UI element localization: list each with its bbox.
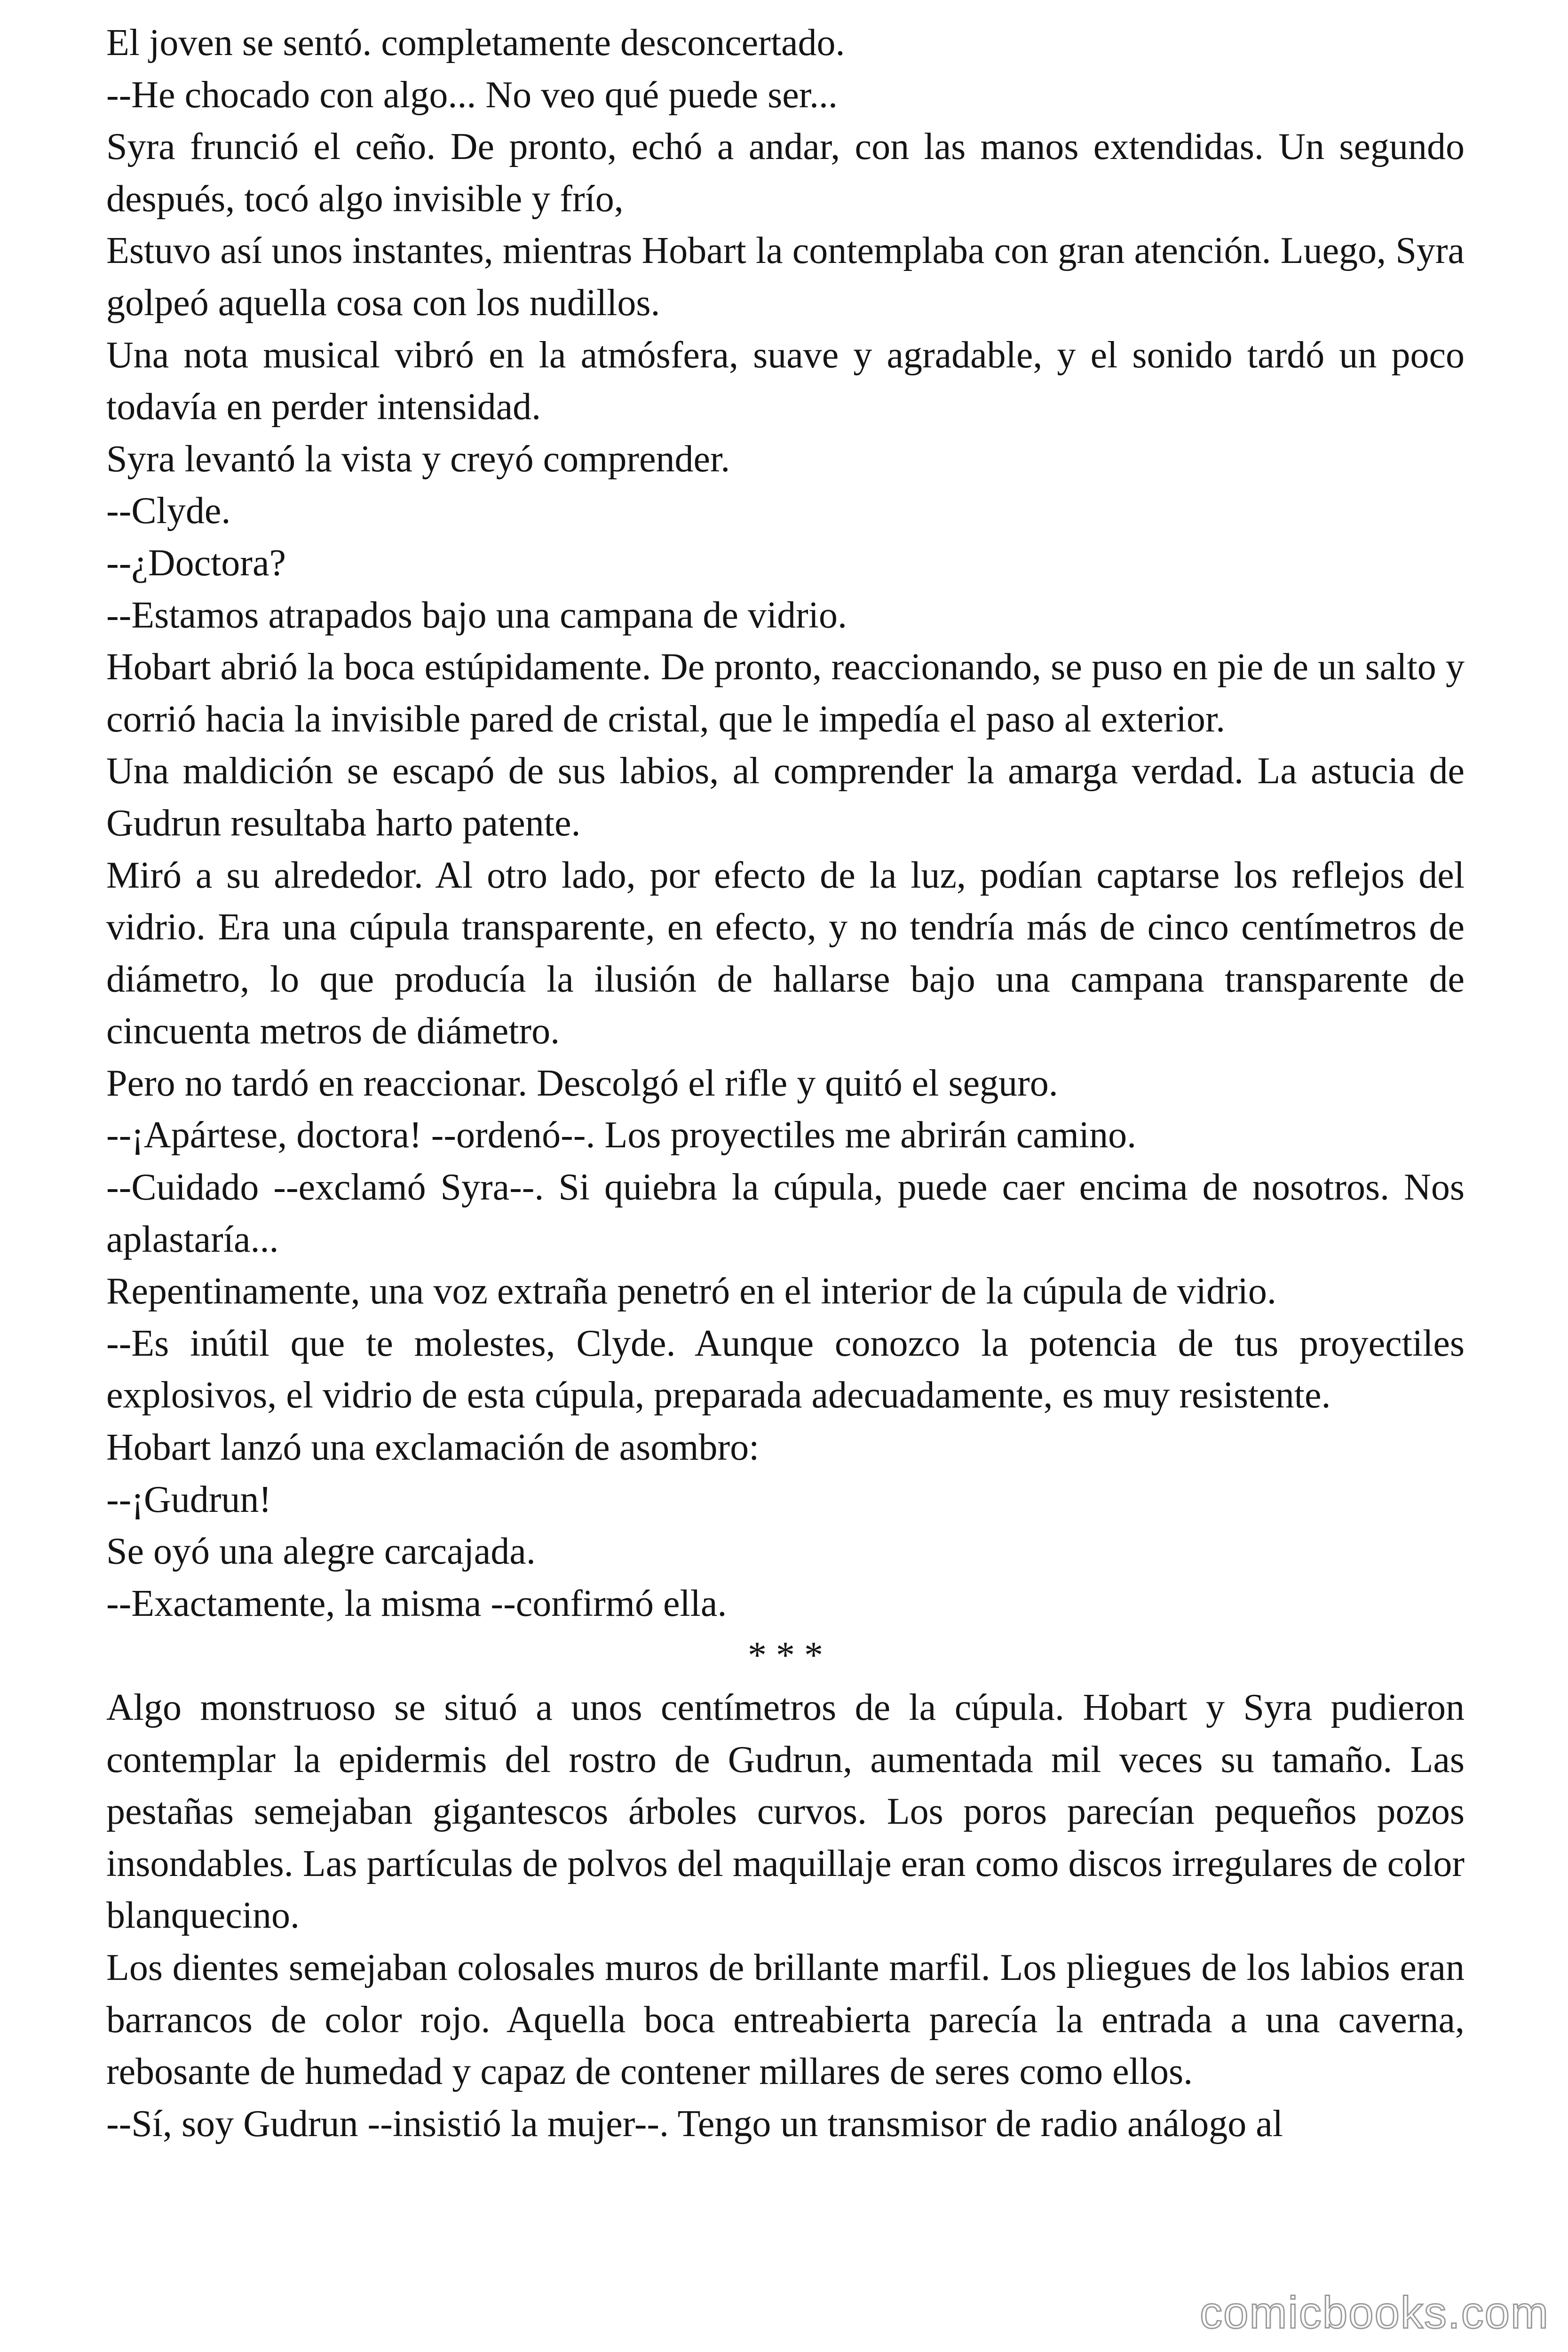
paragraph: Syra levantó la vista y creyó comprender. bbox=[106, 438, 730, 480]
scene-break: * * * bbox=[748, 1635, 823, 1677]
watermark: comicbooks.com bbox=[1200, 2288, 1549, 2338]
paragraph: Miró a su alrededor. Al otro lado, por efecto de la luz, podían captarse los reflejos del vidrio. Era una cúpula transparente, en efecto, y no tendría más de cinco centímetros de diámetro, lo que producía la ilusión de hallarse bajo una campana transparente de cincuenta metros de diámetro. bbox=[106, 854, 1465, 1052]
paragraph: El joven se sentó. completamente desconcertado. bbox=[106, 22, 845, 64]
paragraph: --Exactamente, la misma --confirmó ella. bbox=[106, 1582, 727, 1624]
paragraph: --Sí, soy Gudrun --insistió la mujer--. Tengo un transmisor de radio análogo al bbox=[106, 2103, 1283, 2145]
paragraph: --Estamos atrapados bajo una campana de vidrio. bbox=[106, 594, 847, 636]
paragraph: --He chocado con algo... No veo qué puede ser... bbox=[106, 74, 838, 116]
paragraph: Pero no tardó en reaccionar. Descolgó el rifle y quitó el seguro. bbox=[106, 1062, 1058, 1104]
paragraph: --¿Doctora? bbox=[106, 542, 286, 584]
paragraph: --Clyde. bbox=[106, 490, 231, 532]
paragraph: Syra frunció el ceño. De pronto, echó a andar, con las manos extendidas. Un segundo después, tocó algo invisible y frío, bbox=[106, 126, 1465, 220]
paragraph: --Cuidado --exclamó Syra--. Si quiebra la cúpula, puede caer encima de nosotros. Nos aplastaría... bbox=[106, 1167, 1465, 1260]
paragraph: Los dientes semejaban colosales muros de brillante marfil. Los pliegues de los labios eran barrancos de color rojo. Aquella boca entreabierta parecía la entrada a una caverna, rebosante de humedad y capaz de contener millares de seres como ellos. bbox=[106, 1947, 1465, 2093]
paragraph: Estuvo así unos instantes, mientras Hobart la contemplaba con gran atención. Luego, Syra golpeó aquella cosa con los nudillos. bbox=[106, 230, 1465, 324]
paragraph: Algo monstruoso se situó a unos centímetros de la cúpula. Hobart y Syra pudieron contemplar la epidermis del rostro de Gudrun, aumentada mil veces su tamaño. Las pestañas semejaban gigantescos árboles curvos. Los poros parecían pequeños pozos insondables. Las partículas de polvos del maquillaje eran como discos irregulares de color blanquecino. bbox=[106, 1687, 1465, 1937]
paragraph: Una maldición se escapó de sus labios, al comprender la amarga verdad. La astucia de Gudrun resultaba harto patente. bbox=[106, 750, 1465, 844]
paragraph: --¡Apártese, doctora! --ordenó--. Los proyectiles me abrirán camino. bbox=[106, 1114, 1137, 1156]
paragraph: Se oyó una alegre carcajada. bbox=[106, 1531, 536, 1573]
paragraph: --Es inútil que te molestes, Clyde. Aunque conozco la potencia de tus proyectiles explosivos, el vidrio de esta cúpula, preparada adecuadamente, es muy resistente. bbox=[106, 1322, 1465, 1416]
paragraph: Una nota musical vibró en la atmósfera, suave y agradable, y el sonido tardó un poco todavía en perder intensidad. bbox=[106, 334, 1465, 428]
document-page bbox=[106, 17, 1465, 2150]
paragraph: Hobart lanzó una exclamación de asombro: bbox=[106, 1427, 760, 1469]
paragraph: Hobart abrió la boca estúpidamente. De pronto, reaccionando, se puso en pie de un salto y corrió hacia la invisible pared de cristal, que le impedía el paso al exterior. bbox=[106, 646, 1465, 740]
paragraph: Repentinamente, una voz extraña penetró en el interior de la cúpula de vidrio. bbox=[106, 1271, 1276, 1312]
paragraph: --¡Gudrun! bbox=[106, 1478, 271, 1520]
